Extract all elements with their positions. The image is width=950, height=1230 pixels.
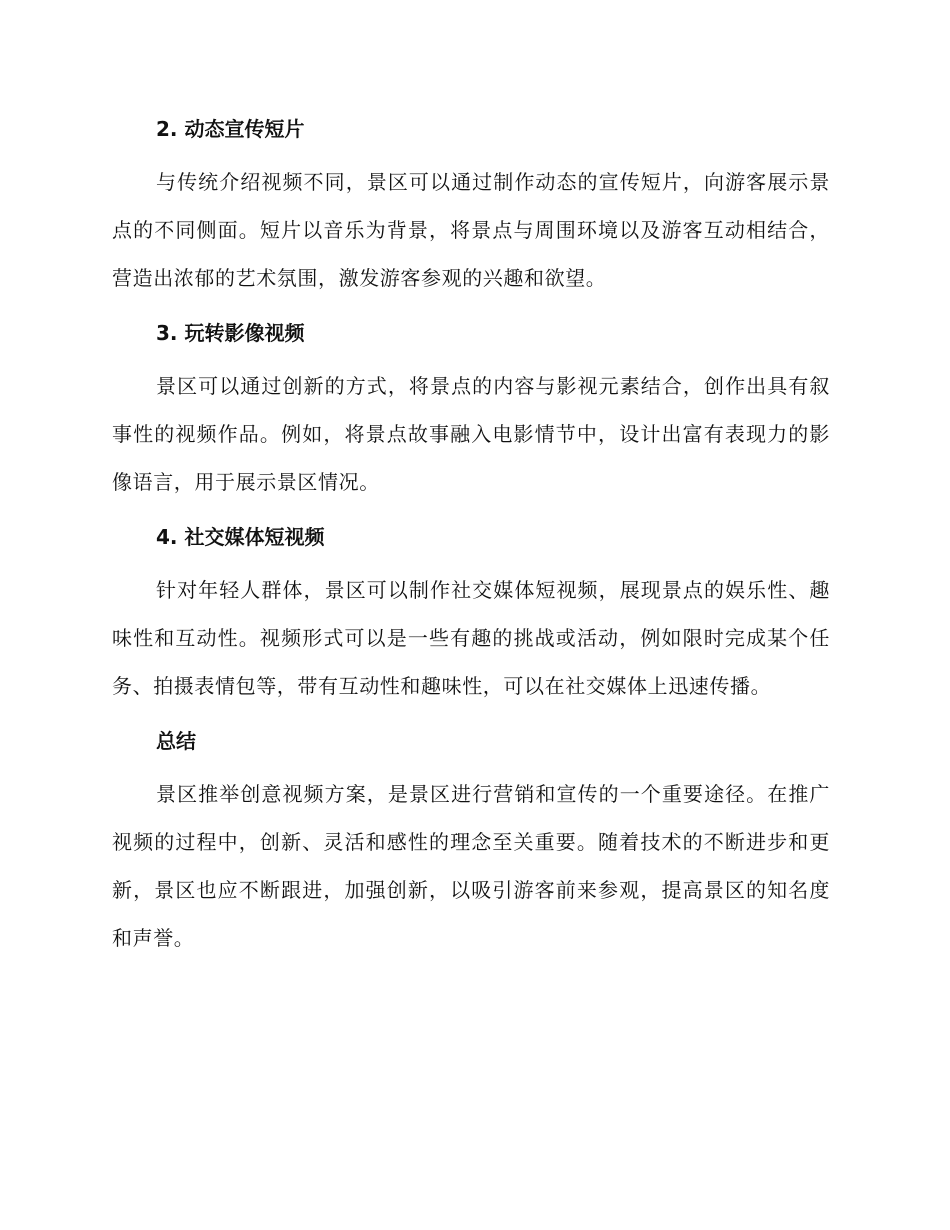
section-heading: 4. 社交媒体短视频 (156, 525, 325, 549)
section-paragraph: 与传统介绍视频不同，景区可以通过制作动态的宣传短片，向游客展示景点的不同侧面。短片以音乐为背景，将景点与周围环境以及游客互动相结合，营造出浓郁的艺术氛围，激发游客参观的兴趣和欲望。 (112, 170, 830, 290)
section-paragraph: 景区可以通过创新的方式，将景点的内容与影视元素结合，创作出具有叙事性的视频作品。例如，将景点故事融入电影情节中，设计出富有表现力的影像语言，用于展示景区情况。 (112, 374, 830, 494)
section-dynamic-promo (112, 110, 830, 302)
section-social-media (112, 518, 830, 710)
section-heading: 总结 (156, 729, 196, 753)
section-paragraph: 景区推举创意视频方案，是景区进行营销和宣传的一个重要途径。在推广视频的过程中，创新、灵活和感性的理念至关重要。随着技术的不断进步和更新，景区也应不断跟进，加强创新，以吸引游客前来参观，提高景区的知名度和声誉。 (112, 782, 830, 950)
section-heading: 3. 玩转影像视频 (156, 321, 305, 345)
document-body (112, 110, 830, 972)
section-image-video (112, 314, 830, 506)
section-heading: 2. 动态宣传短片 (156, 117, 305, 141)
section-summary (112, 722, 830, 962)
section-paragraph: 针对年轻人群体，景区可以制作社交媒体短视频，展现景点的娱乐性、趣味性和互动性。视频形式可以是一些有趣的挑战或活动，例如限时完成某个任务、拍摄表情包等，带有互动性和趣味性，可以在社交媒体上迅速传播。 (112, 578, 830, 698)
